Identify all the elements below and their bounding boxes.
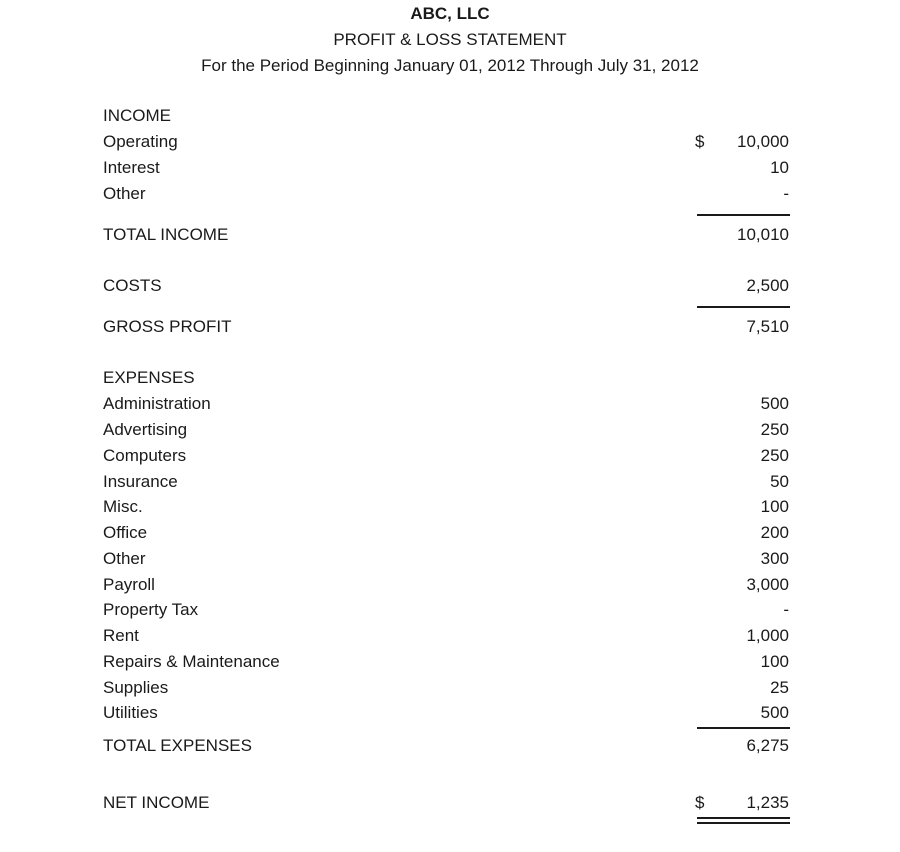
total-expenses-amount: 6,275: [746, 736, 789, 755]
expense-item-label: Computers: [103, 446, 187, 465]
expense-item-amount: 100: [760, 497, 789, 516]
total-income-label: TOTAL INCOME: [103, 225, 229, 244]
expense-item-label: Property Tax: [103, 600, 199, 619]
expense-item-label: Supplies: [103, 678, 169, 697]
costs-subtotal-rule: [697, 306, 790, 308]
income-item-amount: 10,000: [737, 132, 789, 151]
income-item-label: Other: [103, 184, 146, 203]
expense-item-label: Office: [103, 523, 148, 542]
net-income-label: NET INCOME: [103, 793, 210, 812]
expense-item-amount: 500: [760, 394, 789, 413]
expense-item-amount: 100: [760, 652, 789, 671]
expense-item-label: Payroll: [103, 575, 155, 594]
net-income-amount: 1,235: [746, 793, 789, 812]
gross-profit-label: GROSS PROFIT: [103, 317, 232, 336]
income-subtotal-rule: [697, 214, 790, 216]
expense-item-amount: -: [783, 600, 789, 619]
expense-item-amount: 500: [760, 703, 789, 722]
net-income-currency-symbol: $: [695, 793, 705, 812]
income-item-amount: -: [783, 184, 789, 203]
income-item-amount: 10: [770, 158, 789, 177]
expense-item-amount: 25: [770, 678, 789, 697]
expense-item-label: Administration: [103, 394, 211, 413]
expenses-heading: EXPENSES: [103, 368, 195, 387]
income-item-label: Operating: [103, 132, 178, 151]
expense-item-amount: 1,000: [746, 626, 789, 645]
company-name: ABC, LLC: [410, 4, 490, 23]
expense-item-label: Advertising: [103, 420, 188, 439]
expense-item-label: Other: [103, 549, 146, 568]
costs-amount: 2,500: [746, 276, 789, 295]
total-income-amount: 10,010: [737, 225, 789, 244]
expense-item-label: Insurance: [103, 472, 178, 491]
expenses-subtotal-rule: [697, 727, 790, 729]
income-heading: INCOME: [103, 106, 171, 125]
income-currency-symbol: $: [695, 132, 705, 151]
gross-profit-amount: 7,510: [746, 317, 789, 336]
expense-item-amount: 250: [760, 446, 789, 465]
expense-item-amount: 50: [770, 472, 789, 491]
statement-title: PROFIT & LOSS STATEMENT: [333, 30, 567, 49]
statement-period: For the Period Beginning January 01, 2012 Through July 31, 2012: [201, 56, 699, 75]
expense-item-amount: 200: [760, 523, 789, 542]
expense-item-amount: 3,000: [746, 575, 789, 594]
expense-item-amount: 300: [760, 549, 789, 568]
expense-item-label: Rent: [103, 626, 139, 645]
expense-item-label: Repairs & Maintenance: [103, 652, 280, 671]
expense-item-label: Utilities: [103, 703, 158, 722]
costs-label: COSTS: [103, 276, 162, 295]
total-expenses-label: TOTAL EXPENSES: [103, 736, 252, 755]
income-item-label: Interest: [103, 158, 160, 177]
net-income-double-rule: [697, 817, 790, 824]
expense-item-label: Misc.: [103, 497, 143, 516]
expense-item-amount: 250: [760, 420, 789, 439]
